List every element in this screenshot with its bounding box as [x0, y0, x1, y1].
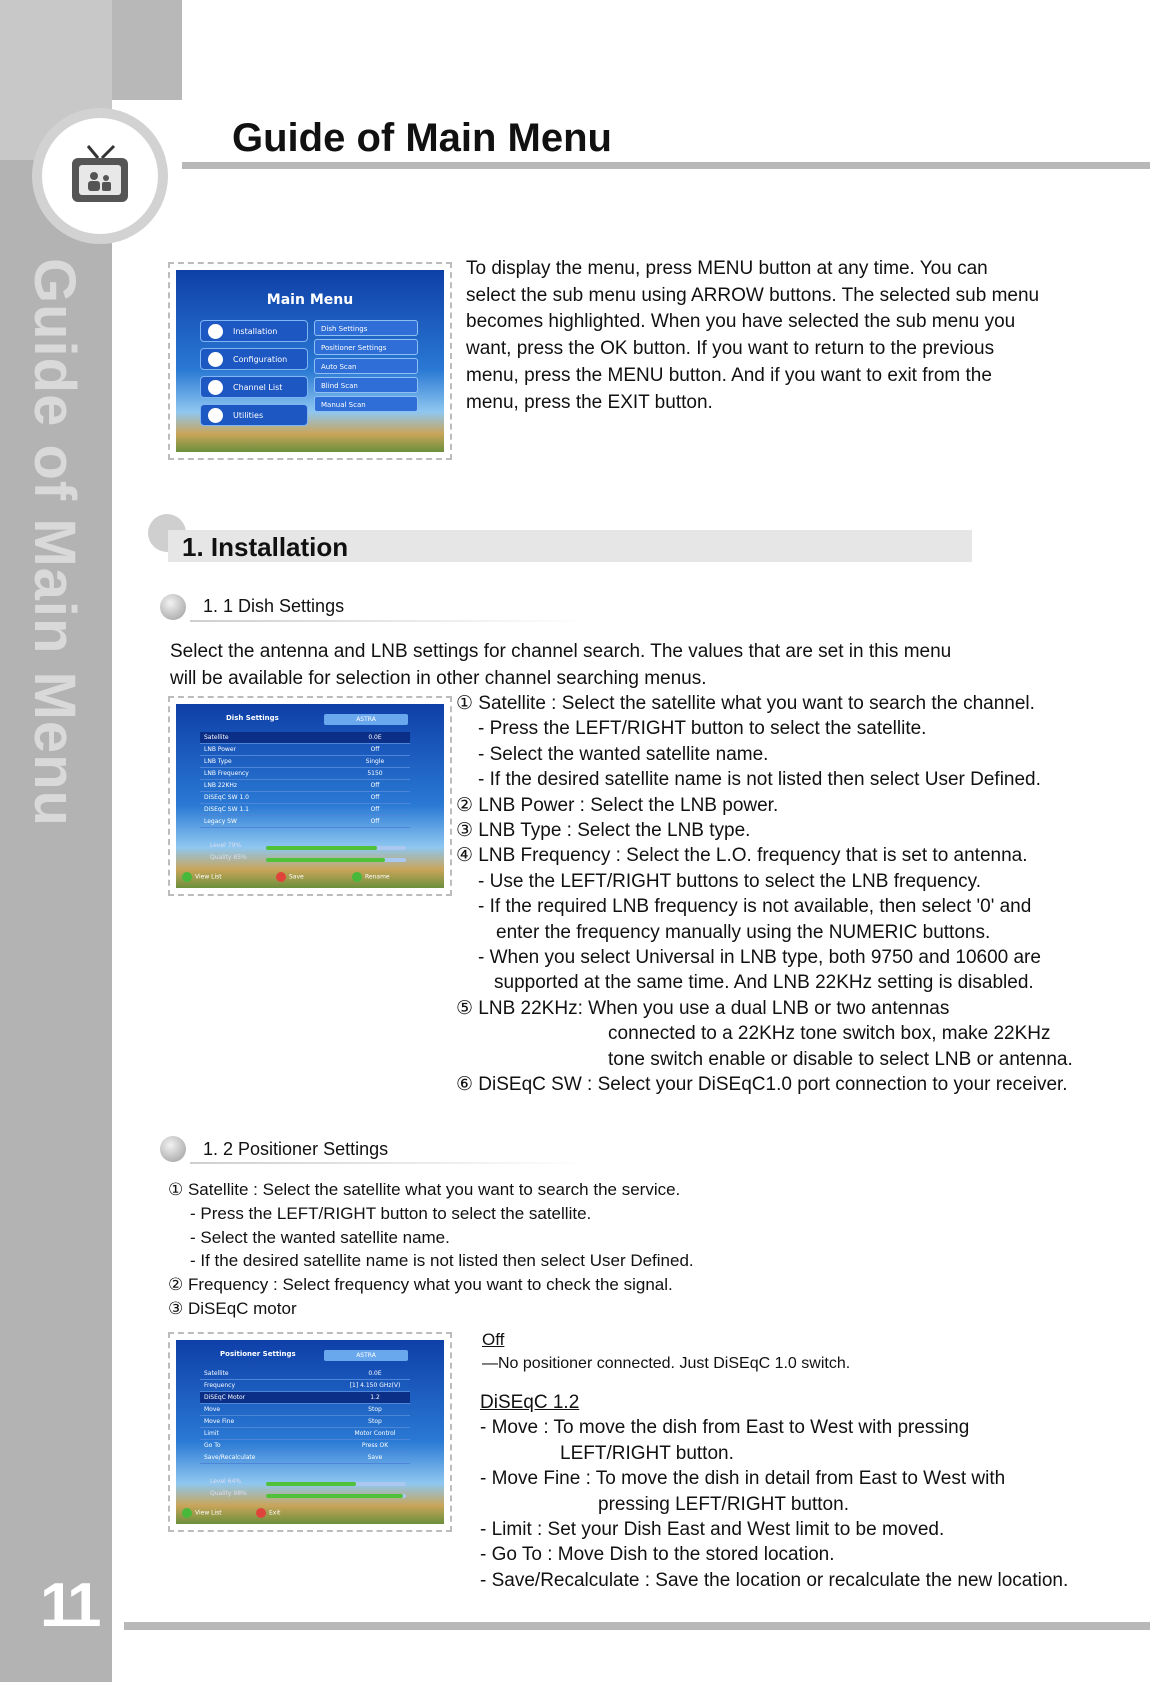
submenu-blind-scan: Blind Scan [314, 377, 418, 393]
dish-row [200, 732, 410, 744]
positioner-row [200, 1416, 410, 1428]
green-button-icon [182, 872, 192, 882]
view-list-button: View List [182, 872, 222, 882]
row-key: LNB Frequency [204, 770, 249, 777]
dish-item-detail: enter the frequency manually using the NUMERIC buttons. [496, 921, 991, 943]
dish-settings-rule [190, 620, 590, 622]
dish-settings-screen [176, 704, 444, 888]
positioner-item-frequency: ② Frequency : Select frequency what you want to check the signal. [168, 1275, 673, 1295]
dish-row [200, 792, 410, 804]
view-list-button: View List [182, 1508, 222, 1518]
dish-description-line: Select the antenna and LNB settings for channel search. The values that are set in this menu [170, 641, 952, 662]
row-value: Off [370, 782, 380, 789]
positioner-row [200, 1380, 410, 1392]
tv-icon [70, 142, 130, 208]
diseqc-block [480, 1390, 1068, 1593]
diseqc-item-save: - Save/Recalculate : Save the location or recalculate the new location. [480, 1569, 1069, 1591]
dish-item-detail: tone switch enable or disable to select LNB or antenna. [608, 1048, 1073, 1070]
subsection-bullet-icon [160, 1136, 186, 1162]
row-value: Off [370, 818, 380, 825]
green-button-icon [182, 1508, 192, 1518]
dish-item-detail: - If the required LNB frequency is not available, then select '0' and [478, 896, 1032, 918]
diseqc-item-move: - Move : To move the dish from East to West with pressing [480, 1417, 970, 1439]
menu-item-configuration [200, 348, 308, 370]
menu-item-label: Installation [233, 327, 278, 336]
installation-icon [208, 324, 223, 339]
positioner-settings-subtitle: 1. 2 Positioner Settings [203, 1139, 389, 1159]
row-key: LNB 22KHz [204, 782, 238, 789]
positioner-row [200, 1452, 410, 1464]
bottom-rule [124, 1622, 1150, 1630]
row-value: [1] 4.150 GHz(V) [349, 1382, 401, 1389]
row-key: Go To [204, 1442, 221, 1449]
positioner-item-diseqc-motor: ③ DiSEqC motor [168, 1298, 297, 1318]
page-number: 11 [40, 1571, 98, 1640]
positioner-list [168, 1178, 694, 1321]
row-value: 0.0E [368, 1370, 382, 1377]
submenu-positioner-settings: Positioner Settings [314, 339, 418, 355]
diseqc-item-detail: pressing LEFT/RIGHT button. [598, 1493, 849, 1515]
row-value: Stop [368, 1418, 382, 1425]
dish-item-detail: supported at the same time. And LNB 22KHz setting is disabled. [494, 972, 1034, 994]
dish-item-diseqc-sw: ⑥ DiSEqC SW : Select your DiSEqC1.0 port connection to your receiver. [456, 1074, 1068, 1096]
row-value: Off [370, 806, 380, 813]
menu-item-label: Configuration [233, 355, 288, 364]
dish-row [200, 756, 410, 768]
intro-line: select the sub menu using ARROW buttons. The selected sub menu [466, 284, 1040, 306]
row-value: 1.2 [370, 1394, 380, 1401]
dish-screen-title: Dish Settings [226, 714, 279, 722]
positioner-screen-title: Positioner Settings [220, 1350, 296, 1358]
menu-item-label: Channel List [233, 383, 283, 392]
row-value: 5150 [367, 770, 383, 777]
section-title: 1. Installation [182, 532, 349, 562]
dish-row [200, 744, 410, 756]
positioner-item-detail: - Press the LEFT/RIGHT button to select the satellite. [190, 1203, 592, 1223]
row-key: Satellite [204, 1370, 229, 1377]
off-label: Off [482, 1330, 505, 1349]
positioner-screen-tag: ASTRA [324, 1350, 408, 1361]
row-key: DiSEqC Motor [204, 1394, 246, 1401]
row-value: Stop [368, 1406, 382, 1413]
main-menu-screen [176, 270, 444, 452]
positioner-row [200, 1392, 410, 1404]
positioner-item-detail: - If the desired satellite name is not listed then select User Defined. [190, 1251, 694, 1271]
row-value: Off [370, 794, 380, 801]
submenu-dish-settings: Dish Settings [314, 320, 418, 336]
dish-description [170, 639, 1070, 692]
red-button-icon [276, 872, 286, 882]
save-button: Save [276, 872, 304, 882]
page-title: Guide of Main Menu [232, 116, 612, 160]
menu-item-utilities [200, 404, 308, 426]
utilities-icon [208, 408, 223, 423]
dish-settings-subtitle: 1. 1 Dish Settings [203, 596, 345, 616]
positioner-row [200, 1440, 410, 1452]
diseqc-item-go-to: - Go To : Move Dish to the stored location. [480, 1544, 835, 1566]
rename-button: Rename [352, 872, 390, 882]
dish-description-line: will be available for selection in other channel searching menus. [170, 667, 707, 689]
green-button-icon [352, 872, 362, 882]
dish-row [200, 816, 410, 828]
diseqc-item-limit: - Limit : Set your Dish East and West limit to be moved. [480, 1519, 945, 1541]
row-key: DiSEqC SW 1.1 [204, 806, 249, 813]
dish-item-lnb-22khz: ⑤ LNB 22KHz: When you use a dual LNB or two antennas [456, 997, 950, 1019]
intro-line: To display the menu, press MENU button at any time. You can [466, 258, 988, 279]
positioner-settings-screenshot [168, 1332, 452, 1532]
dish-settings-screenshot [168, 696, 452, 896]
dish-item-detail: - Use the LEFT/RIGHT buttons to select the LNB frequency. [478, 870, 982, 892]
row-value: Save [367, 1454, 383, 1461]
dish-item-lnb-frequency: ④ LNB Frequency : Select the L.O. frequency that is set to antenna. [456, 845, 1028, 867]
positioner-settings-rule [190, 1162, 590, 1164]
row-key: LNB Power [204, 746, 236, 753]
intro-paragraph [466, 256, 1096, 416]
menu-item-label: Utilities [233, 411, 264, 420]
subsection-bullet-icon [160, 594, 186, 620]
title-icon-badge [32, 108, 168, 244]
row-key: Save/Recalculate [204, 1454, 256, 1461]
dish-item-detail: - Press the LEFT/RIGHT button to select the satellite. [478, 718, 927, 740]
dish-item-lnb-power: ② LNB Power : Select the LNB power. [456, 794, 779, 816]
positioner-row [200, 1404, 410, 1416]
intro-line: want, press the OK button. If you want to return to the previous [466, 338, 995, 360]
quality-bar [266, 1494, 403, 1498]
dish-settings-list [456, 691, 1073, 1098]
left-sidebar [0, 0, 112, 1682]
positioner-row [200, 1428, 410, 1440]
diseqc-label: DiSEqC 1.2 [480, 1392, 580, 1413]
positioner-item-satellite: ① Satellite : Select the satellite what you want to search the service. [168, 1180, 681, 1199]
row-key: Limit [204, 1430, 219, 1437]
dish-item-detail: - If the desired satellite name is not listed then select User Defined. [478, 769, 1041, 791]
dish-row [200, 780, 410, 792]
positioner-off-block [482, 1328, 850, 1376]
dish-screen-tag: ASTRA [324, 714, 408, 725]
dish-row [200, 804, 410, 816]
channel-list-icon [208, 380, 223, 395]
quality-label: Quality 98% [210, 1490, 247, 1497]
level-bar [266, 846, 377, 850]
dish-item-detail: connected to a 22KHz tone switch box, make 22KHz [608, 1023, 1051, 1045]
dish-item-satellite: ① Satellite : Select the satellite what you want to search the channel. [456, 693, 1035, 714]
diseqc-item-move-fine: - Move Fine : To move the dish in detail from East to West with [480, 1468, 1006, 1490]
intro-line: menu, press the MENU button. And if you want to exit from the [466, 364, 992, 386]
configuration-icon [208, 352, 223, 367]
row-value: Off [370, 746, 380, 753]
dish-row [200, 768, 410, 780]
sidebar-vertical-title-text: Guide of Main Menu [22, 258, 87, 827]
main-menu-screenshot [168, 262, 452, 460]
menu-item-installation [200, 320, 308, 342]
row-value: Press OK [361, 1442, 389, 1449]
positioner-row [200, 1368, 410, 1380]
quality-label: Quality 85% [210, 854, 247, 861]
quality-bar [266, 858, 385, 862]
off-description: —No positioner connected. Just DiSEqC 1.0 switch. [482, 1354, 851, 1372]
row-key: Move [204, 1406, 221, 1413]
submenu-auto-scan: Auto Scan [314, 358, 418, 374]
dish-item-detail: - Select the wanted satellite name. [478, 743, 769, 765]
intro-line: menu, press the EXIT button. [466, 391, 713, 413]
row-value: Motor Control [354, 1430, 396, 1437]
diseqc-item-detail: LEFT/RIGHT button. [560, 1442, 734, 1464]
title-icon-circle [42, 118, 158, 234]
row-value: 0.0E [368, 734, 382, 741]
dish-item-detail: - When you select Universal in LNB type, both 9750 and 10600 are [478, 947, 1041, 969]
level-label: Level 64% [210, 1478, 242, 1485]
row-value: Single [365, 758, 385, 765]
row-key: DiSEqC SW 1.0 [204, 794, 249, 801]
level-bar [266, 1482, 356, 1486]
dish-item-lnb-type: ③ LNB Type : Select the LNB type. [456, 820, 751, 842]
row-key: Move Fine [204, 1418, 235, 1425]
menu-item-channel-list [200, 376, 308, 398]
row-key: Satellite [204, 734, 229, 741]
intro-line: becomes highlighted. When you have selected the sub menu you [466, 311, 1016, 333]
sidebar-vertical-title [20, 258, 96, 827]
title-rule [182, 162, 1150, 169]
level-label: Level 79% [210, 842, 242, 849]
row-key: Frequency [204, 1382, 235, 1389]
submenu-manual-scan: Manual Scan [314, 396, 418, 412]
red-button-icon [256, 1508, 266, 1518]
positioner-item-detail: - Select the wanted satellite name. [190, 1227, 450, 1247]
row-key: LNB Type [204, 758, 232, 765]
main-menu-screen-title: Main Menu [266, 292, 354, 308]
positioner-settings-screen [176, 1340, 444, 1524]
row-key: Legacy SW [204, 818, 237, 825]
sidebar-tab-cap [112, 0, 182, 100]
exit-button: Exit [256, 1508, 280, 1518]
